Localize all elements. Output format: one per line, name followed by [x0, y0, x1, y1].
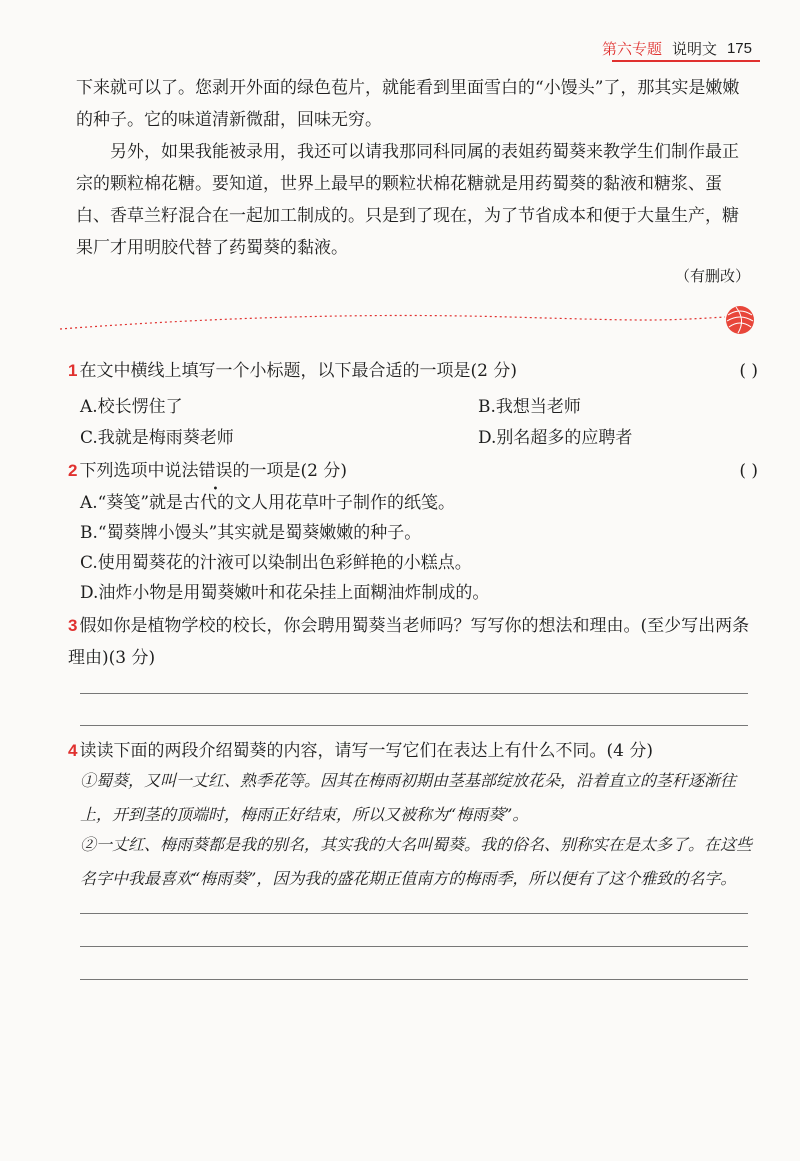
question-4 [68, 736, 758, 766]
answer-line[interactable] [80, 946, 748, 947]
yarn-ball-icon [726, 306, 754, 334]
question-number: 4 [68, 741, 78, 760]
option-d[interactable]: D.油炸小物是用蜀葵嫩叶和花朵挂上面糊油炸制成的。 [80, 583, 490, 603]
option-d[interactable]: D.别名超多的应聘者 [478, 428, 633, 448]
question-3 [68, 610, 758, 674]
option-c[interactable]: C.使用蜀葵花的汁液可以染制出色彩鲜艳的小糕点。 [80, 553, 472, 573]
question-2 [68, 456, 758, 486]
option-b[interactable]: B.我想当老师 [478, 397, 581, 417]
question-text: 读读下面的两段介绍蜀葵的内容，请写一写它们在表达上有什么不同。(4 分) [79, 741, 653, 761]
question-number: 1 [68, 361, 78, 380]
question-1 [68, 356, 758, 386]
reading-excerpt-1: ①蜀葵，又叫一丈红、熟季花等。因其在梅雨初期由茎基部绽放花朵，沿着直立的茎秆逐渐往上，开到茎的顶端时，梅雨正好结束，所以又被称为“梅雨葵”。 [80, 771, 737, 824]
answer-line[interactable] [80, 693, 748, 694]
question-text: 下列选项中说法 [79, 461, 199, 481]
reading-excerpt-2: ②一丈红、梅雨葵都是我的别名，其实我的大名叫蜀葵。我的俗名、别称实在是太多了。在这些名字中我最喜欢“梅雨葵”，因为我的盛花期正值南方的梅雨季，所以便有了这个雅致的名字。 [80, 835, 753, 888]
passage-paragraph-2: 另外，如果我能被录用，我还可以请我那同科同属的表姐药蜀葵来教学生们制作最正宗的颗粒棉花糖。要知道，世界上最早的颗粒状棉花糖就是用药蜀葵的黏液和糖浆、蛋白、香草兰籽混合在一起加工制成的。只是到了现在，为了节省成本和便于大量生产，糖果厂才用明胶代替了药蜀葵的黏液。 [76, 142, 739, 258]
answer-parentheses[interactable]: ( ) [739, 461, 758, 481]
option-b[interactable]: B.“蜀葵牌小馒头”其实就是蜀葵嫩嫩的种子。 [80, 523, 422, 543]
passage-paragraph-1: 下来就可以了。您剥开外面的绿色苞片，就能看到里面雪白的“小馒头”了，那其实是嫩嫩的种子。它的味道清新微甜，回味无穷。 [76, 78, 740, 130]
answer-parentheses[interactable]: ( ) [739, 361, 758, 381]
option-c[interactable]: C.我就是梅雨葵老师 [80, 428, 234, 448]
emphasis-text: 错误 [198, 461, 233, 481]
source-credit: （有删改） [674, 267, 750, 285]
question-text-end: 的一项是(2 分) [232, 461, 347, 481]
option-a[interactable]: A.校长愣住了 [80, 397, 183, 417]
question-number: 3 [68, 616, 78, 635]
option-a[interactable]: A.“葵笺”就是古代的文人用花草叶子制作的纸笺。 [80, 493, 456, 513]
page-header [602, 38, 752, 59]
answer-line[interactable] [80, 725, 748, 726]
answer-line[interactable] [80, 979, 748, 980]
header-section: 说明文 [671, 40, 717, 58]
header-rule [612, 60, 760, 62]
answer-line[interactable] [80, 913, 748, 914]
page-number: 175 [726, 40, 752, 57]
header-topic-tag: 第六专题 [601, 40, 662, 58]
section-divider [40, 303, 770, 343]
question-number: 2 [68, 461, 78, 480]
question-text: 在文中横线上填写一个小标题，以下最合适的一项是(2 分) [79, 361, 517, 381]
question-text: 假如你是植物学校的校长，你会聘用蜀葵当老师吗？写写你的想法和理由。(至少写出两条理由)(3 分) [68, 616, 750, 668]
